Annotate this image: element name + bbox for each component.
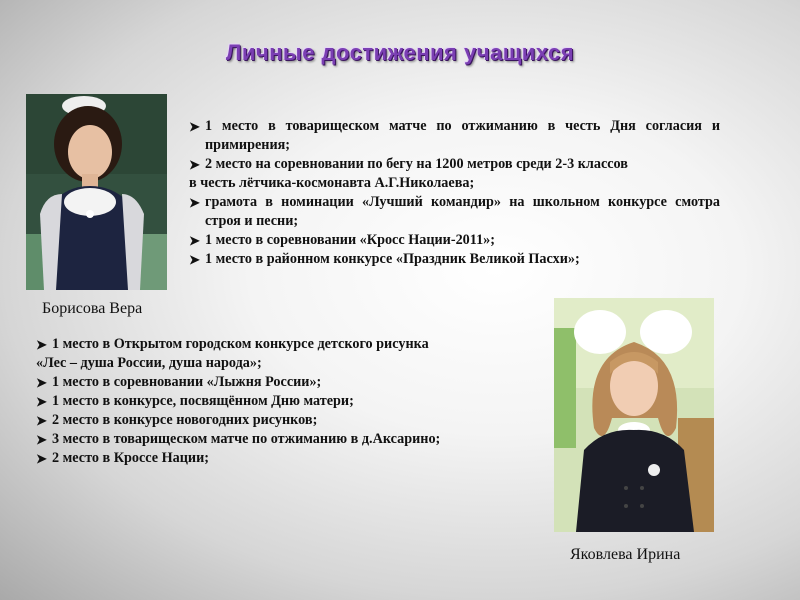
list-item-continuation: «Лес – душа России, душа народа»; bbox=[36, 355, 262, 371]
arrow-bullet-icon: ➤ bbox=[189, 252, 200, 267]
arrow-bullet-icon: ➤ bbox=[36, 451, 47, 466]
student-photo-vera bbox=[26, 94, 167, 290]
list-item: ➤ 1 место в соревновании «Лыжня России»; bbox=[36, 374, 322, 390]
list-item: ➤ 1 место в Открытом городском конкурсе детского рисунка bbox=[36, 336, 429, 352]
arrow-bullet-icon: ➤ bbox=[189, 119, 200, 134]
list-item: ➤ 2 место на соревновании по бегу на 1200 метров среди 2-3 классов bbox=[189, 156, 628, 172]
arrow-bullet-icon: ➤ bbox=[36, 337, 47, 352]
arrow-bullet-icon: ➤ bbox=[36, 432, 47, 447]
student-name-vera: Борисова Вера bbox=[42, 300, 143, 317]
arrow-bullet-icon: ➤ bbox=[189, 195, 200, 210]
list-item: ➤ 1 место в товарищеском матче по отжиманию в честь Дня согласия и примирения; bbox=[189, 118, 720, 153]
arrow-bullet-icon: ➤ bbox=[36, 375, 47, 390]
list-item-continuation: в честь лётчика-космонавта А.Г.Николаева; bbox=[189, 175, 475, 191]
list-item: ➤ 2 место в Кроссе Нации; bbox=[36, 450, 209, 466]
arrow-bullet-icon: ➤ bbox=[189, 233, 200, 248]
student-photo-irina bbox=[554, 298, 714, 532]
list-item: ➤ 1 место в соревновании «Кросс Нации-2011»; bbox=[189, 232, 495, 248]
list-item: ➤ грамота в номинации «Лучший командир» на школьном конкурсе смотра строя и песни; bbox=[189, 194, 720, 229]
achievements-list-vera bbox=[189, 117, 720, 269]
arrow-bullet-icon: ➤ bbox=[36, 394, 47, 409]
achievements-list-irina bbox=[36, 335, 506, 468]
arrow-bullet-icon: ➤ bbox=[36, 413, 47, 428]
page-title: Личные достижения учащихся bbox=[225, 40, 575, 65]
arrow-bullet-icon: ➤ bbox=[189, 157, 200, 172]
list-item: ➤ 1 место в конкурсе, посвящённом Дню матери; bbox=[36, 393, 354, 409]
list-item: ➤ 1 место в районном конкурсе «Праздник Великой Пасхи»; bbox=[189, 251, 580, 267]
list-item: ➤ 2 место в конкурсе новогодних рисунков; bbox=[36, 412, 318, 428]
list-item: ➤ 3 место в товарищеском матче по отжиманию в д.Аксарино; bbox=[36, 431, 441, 447]
student-name-irina: Яковлева Ирина bbox=[570, 546, 681, 563]
